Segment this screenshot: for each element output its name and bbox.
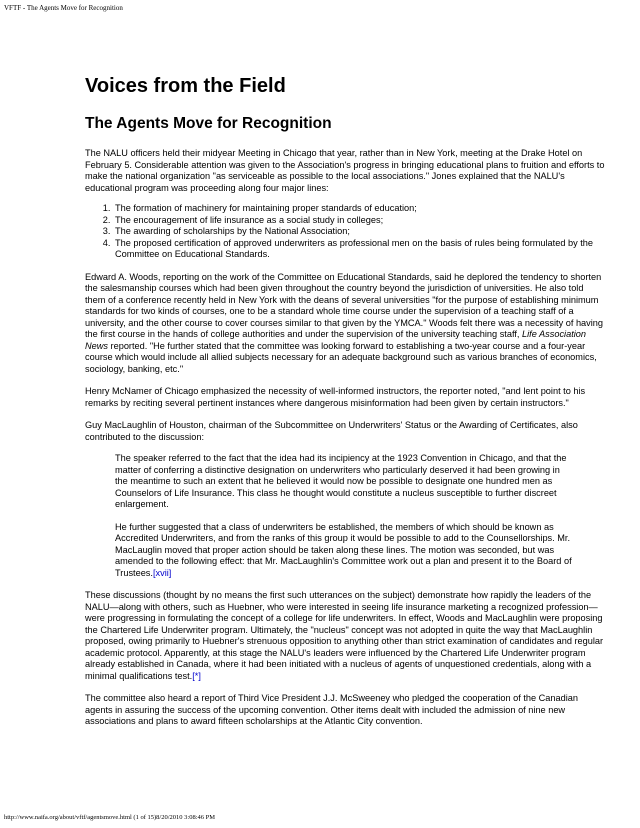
paragraph-4: Guy MacLaughlin of Houston, chairman of the Subcommittee on Underwriters' Status or the Awarding of Certificates, also contributed to the discussion: <box>85 420 578 442</box>
running-footer: http://www.naifa.org/about/vftf/agentsmove.html (1 of 15)8/20/2010 3:08:46 PM <box>4 814 216 821</box>
list-item: 2. The encouragement of life insurance as a social study in colleges; <box>113 215 605 227</box>
list-item: 4. The proposed certification of approved underwriters as professional men on the basis of rules being formulated by the Committee on Educational Standards. <box>113 238 605 261</box>
paragraph-2-text-a: Edward A. Woods, reporting on the work of the Committee on Educational Standards, said he deplored the tendency to shorten the salesmanship courses which had been given throughout the country beyond the jurisdiction of universities. He also told them of a conference recently held in New York with the deans of several universities "for the purpose of establishing minimum standards for two kinds of courses, one to be a standard whole time course under the supervision of a teaching staff of a university, and the other course to cover courses similar to that given by the YMCA." Woods felt there was a necessity of having the first course in the hands of college authorities and under the supervision of the university teaching staff, <box>85 271 604 339</box>
page-subtitle: The Agents Move for Recognition <box>85 115 332 132</box>
paragraph-2-text-b: reported. "He further stated that the committee was looking forward to establishing a two-year course and a four-year course which would include all allied subjects necessary for an adequate background such as various branches of economics, sociology, banking, etc." <box>85 340 597 374</box>
running-header: VFTF - The Agents Move for Recognition <box>4 4 123 12</box>
paragraph-5 <box>85 590 605 682</box>
footnote-link-xvii[interactable]: [xvii] <box>152 567 172 578</box>
quote-paragraph-1: The speaker referred to the fact that the idea had its incipiency at the 1923 Convention in Chicago, and that the matter of conferring a distinctive designation on underwriters who particularly deserved it had been growing in the meantime to such an extent that he believed it would now be possible to designate one hundred men as Counselors of Life Insurance. This class he thought would constitute a nucleus susceptible to further discreet enlargement. <box>115 453 567 509</box>
quote-paragraph-2-text: He further suggested that a class of underwriters be established, the members of which should be known as Accredited Underwriters, and from the ranks of this group it would be possible to add to the Counsellorships. Mr. MacLauglin moved that proper action should be taken along these lines. The motion was seconded, but was amended to the following effect: that Mr. MacLaughlin's Committee work out a plan and present it to the Board of Trustees. <box>115 521 572 578</box>
list-item: 3. The awarding of scholarships by the National Association; <box>113 226 605 238</box>
quote-paragraph-2 <box>115 522 575 580</box>
page-title: Voices from the Field <box>85 75 286 97</box>
educational-program-list <box>85 203 605 261</box>
publication-title: Life Association News <box>85 329 587 351</box>
paragraph-2 <box>85 272 605 376</box>
paragraph-1: The NALU officers held their midyear Meeting in Chicago that year, rather than in New York, meeting at the Drake Hotel on February 5. Considerable attention was given to the Association's progress in bringing educational plans to fruition and efforts to make the national organization "as serviceable as possible to the local associations." Jones explained that the NALU's educational program was proceeding along four major lines: <box>85 148 605 193</box>
quotation-block <box>115 453 575 579</box>
list-item: 1. The formation of machinery for maintaining proper standards of education; <box>113 203 605 215</box>
paragraph-6: The committee also heard a report of Third Vice President J.J. McSweeney who pledged the cooperation of the Canadian agents in assuring the success of the upcoming convention. Other items dealt with included the admission of nine new associations and plans to award fifteen scholarships at the Atlantic City convention. <box>85 693 579 726</box>
article <box>85 68 605 728</box>
paragraph-5-text: These discussions (thought by no means the first such utterances on the subject) demonstrate how rapidly the leaders of the NALU—along with others, such as Huebner, who were interested in seeing life insurance marketing a recognized profession—were progressing in formulating the concept of a college for life underwriters. In effect, Woods and MacLaughlin were proposing the Chartered Life Underwriter program. Ultimately, the "nucleus" concept was not adopted in quite the way that MacLaughlin proposed, owing primarily to Huebner's strenuous opposition to anything other than strict examination of candidates and regular academic protocol. Apparently, at this stage the NALU's leaders were influenced by the Chartered Life Underwriter program already established in Canada, where it had been initiated with a nucleus of agents of unquestioned credentials, along with a minimal qualifications test. <box>85 590 604 681</box>
paragraph-3: Henry McNamer of Chicago emphasized the necessity of well-informed instructors, the reporter noted, "and lent point to his remarks by reciting several pertinent instances where dangerous misinformation had been given by certain instructors." <box>85 386 586 408</box>
footnote-link-star[interactable]: [*] <box>192 670 201 681</box>
